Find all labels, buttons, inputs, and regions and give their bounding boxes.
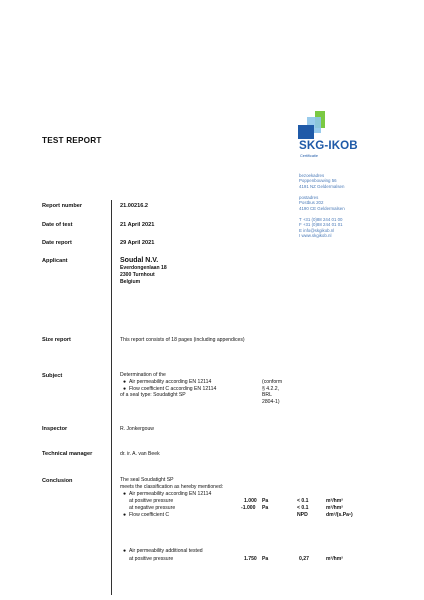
- inspector-value: R. Jonkergouw: [120, 426, 154, 432]
- applicant-name: Soudal N.V.: [120, 257, 159, 264]
- page-title: TEST REPORT: [42, 136, 102, 145]
- date-report-label: Date report: [42, 240, 72, 246]
- logo-name: SKG-IKOB: [299, 139, 358, 152]
- report-number-label: Report number: [42, 203, 83, 209]
- divider-line: [111, 200, 112, 595]
- tech-manager-label: Technical manager: [42, 451, 93, 457]
- tech-manager-value: dr. ir. A. van Beek: [120, 451, 160, 457]
- subject-value: Determination of the ● Air permeability according EN 12114 (conform § 4.2.2, BRL 2804-1) ● Flow coefficient C according EN 12114 of a seal type: Soudatight SP: [120, 372, 283, 406]
- size-value: This report consists of 18 pages (including appendices): [120, 337, 245, 343]
- applicant-address: Everdongenlaan 18 2300 Turnhout Belgium: [120, 265, 167, 285]
- subject-label: Subject: [42, 373, 63, 379]
- report-number: 21.00216.2: [120, 203, 148, 209]
- conclusion-intro: The seal Soudatight SP meets the classification as hereby mentioned:: [120, 477, 224, 490]
- date-test: 21 April 2021: [120, 222, 155, 228]
- inspector-label: Inspector: [42, 426, 68, 432]
- date-test-label: Date of test: [42, 222, 73, 228]
- conclusion-label: Conclusion: [42, 478, 73, 484]
- size-label: Size report: [42, 337, 71, 343]
- applicant-label: Applicant: [42, 258, 68, 264]
- date-report: 29 April 2021: [120, 240, 155, 246]
- visit-address: bezoekadres Poppenbouwing 56 4191 NZ Geldermalsen: [299, 173, 345, 189]
- contact-info: T +31 (0)88 244 01 00 F +31 (0)88 244 01 01 E info@skgikob.nl I www.skgikob.nl: [299, 217, 343, 239]
- logo-subtitle: Certificatie: [300, 154, 318, 158]
- postal-address: postadres Postbus 202 4190 CE Geldermalsen: [299, 195, 345, 211]
